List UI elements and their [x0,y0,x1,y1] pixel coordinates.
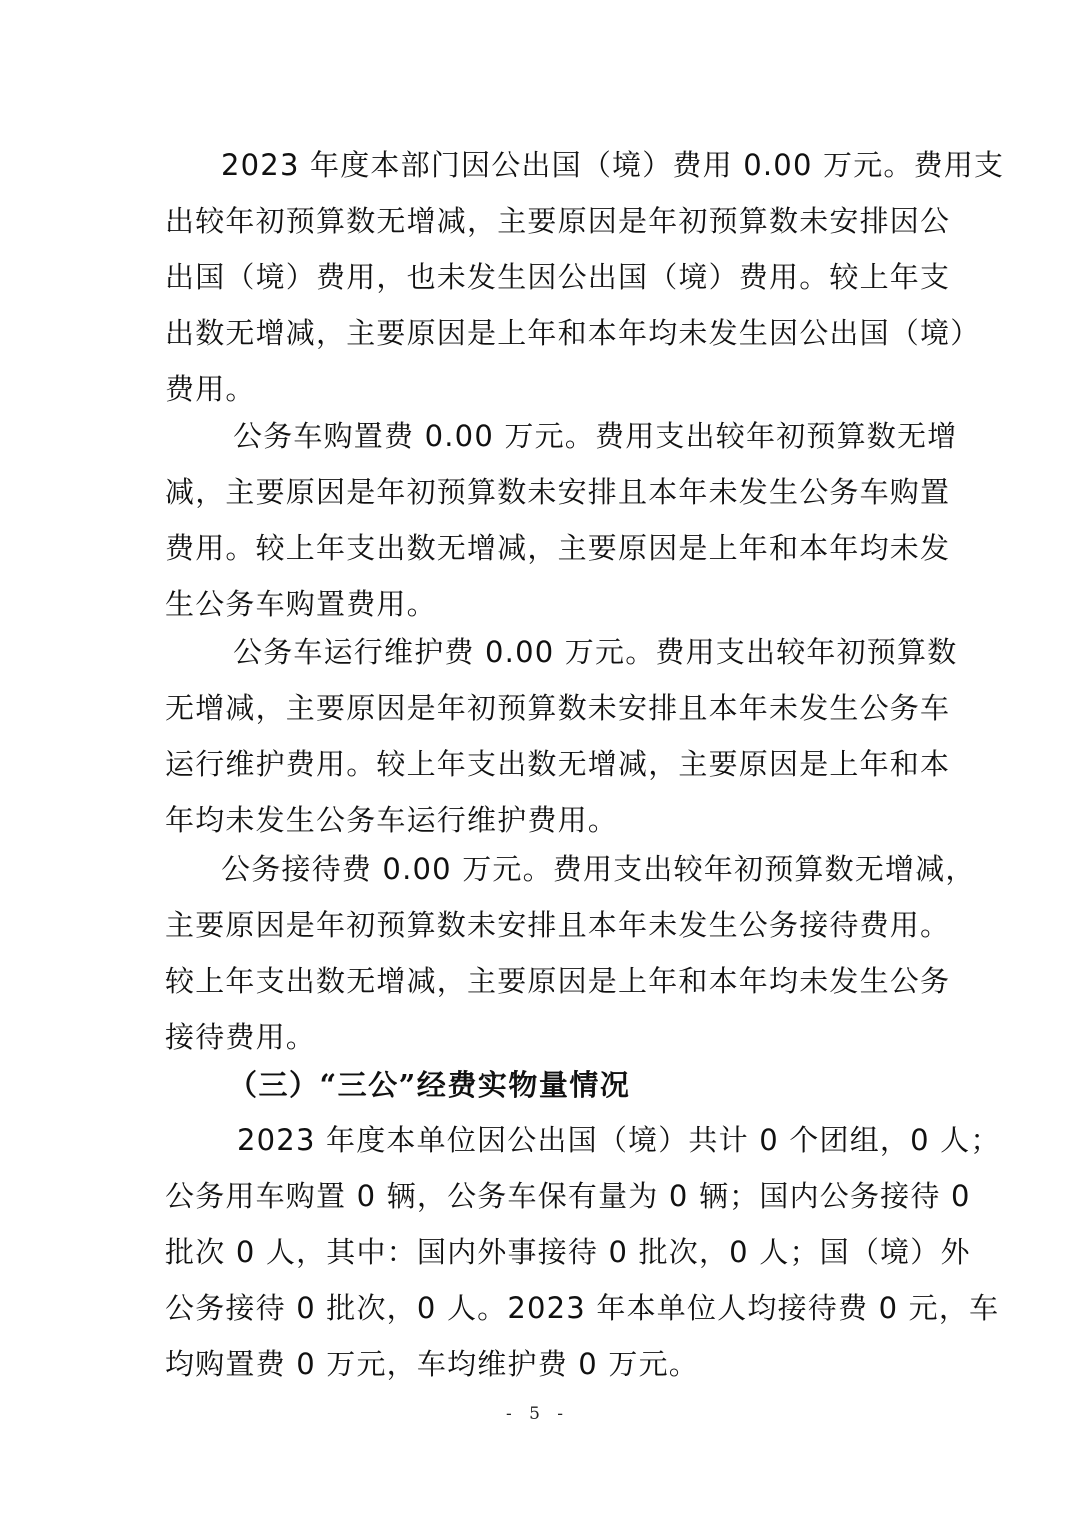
paragraph-physical-quantity [165,1112,1001,1392]
text-line: 出国（境）费用，也未发生因公出国（境）费用。较上年支 [165,260,951,294]
text-line: 公务用车购置 0 辆，公务车保有量为 0 辆；国内公务接待 0 [165,1179,971,1213]
text-line: 均购置费 0 万元，车均维护费 0 万元。 [165,1347,699,1381]
text-line: 费用。较上年支出数无增减，主要原因是上年和本年均未发 [165,531,951,565]
paragraph-overseas-travel [165,137,1005,417]
text-line: 公务车购置费 0.00 万元。费用支出较年初预算数无增 [233,419,958,453]
paragraph-vehicle-purchase [165,408,958,632]
text-line: 公务接待 0 批次，0 人。2023 年本单位人均接待费 0 元，车 [165,1291,1000,1325]
text-line: 主要原因是年初预算数未安排且本年未发生公务接待费用。 [165,908,951,942]
text-line: 较上年支出数无增减，主要原因是上年和本年均未发生公务 [165,964,951,998]
text-line: 公务车运行维护费 0.00 万元。费用支出较年初预算数 [233,635,958,669]
text-line: 生公务车购置费用。 [165,587,437,621]
paragraph-vehicle-maintenance [165,624,958,848]
text-line: 运行维护费用。较上年支出数无增减，主要原因是上年和本 [165,747,951,781]
text-line: 2023 年度本单位因公出国（境）共计 0 个团组，0 人； [237,1123,1001,1157]
text-line: 2023 年度本部门因公出国（境）费用 0.00 万元。费用支 [221,148,1005,182]
page-number: - 5 - [505,1404,570,1424]
text-line: 批次 0 人，其中：国内外事接待 0 批次，0 人；国（境）外 [165,1235,971,1269]
section-heading: （三）“三公”经费实物量情况 [228,1068,631,1102]
text-line: 年均未发生公务车运行维护费用。 [165,803,619,837]
paragraph-official-reception [165,841,976,1065]
text-line: 出数无增减，主要原因是上年和本年均未发生因公出国（境） [165,316,981,350]
text-line: 公务接待费 0.00 万元。费用支出较年初预算数无增减， [221,852,976,886]
text-line: 无增减，主要原因是年初预算数未安排且本年未发生公务车 [165,691,951,725]
text-line: 费用。 [165,372,256,406]
text-line: 出较年初预算数无增减，主要原因是年初预算数未安排因公 [165,204,951,238]
text-line: 接待费用。 [165,1020,317,1054]
text-line: 减，主要原因是年初预算数未安排且本年未发生公务车购置 [165,475,951,509]
